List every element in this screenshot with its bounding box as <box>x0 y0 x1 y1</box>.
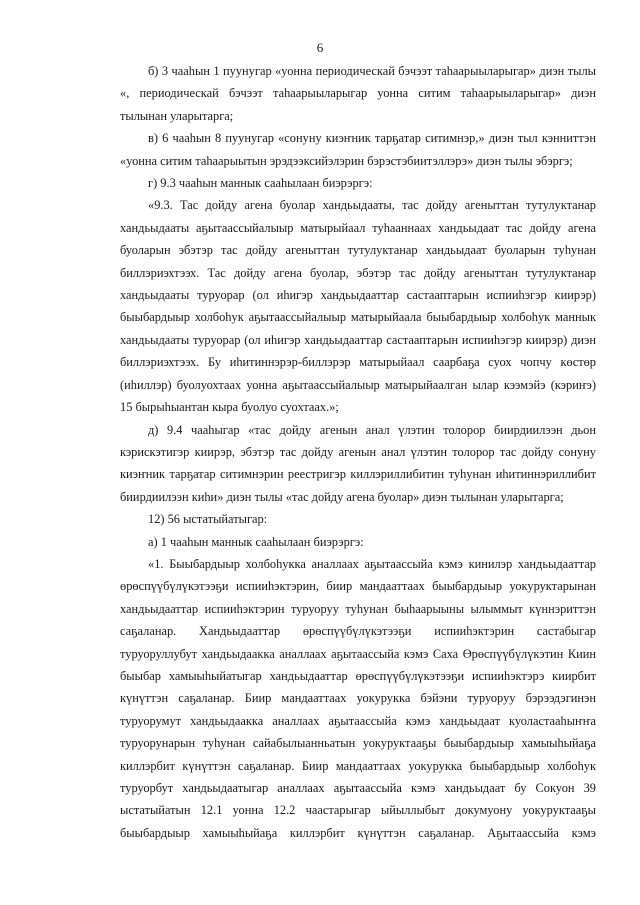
document-body <box>120 60 596 844</box>
paragraph-9-3: «9.3. Тас дойду агена буолар хандьыдааты, тас дойду агеныттан тутулуктанар хандьыдааты аҕытаассыйалыыр матырыйаал туһааннаах хандьыдаат тас дойду агена буоларын эбэтэр тас дойду агеныттан тутулуктанар хандьыдаат буоларын туһунан биллэриэхтээх. Тас дойду агена буолар, эбэтэр тас дойду агеныттан тутулуктанар хандьыдааты туруорар (ол иһигэр хандьыдааттар састааптарын испииһэгэр киирэр) быыбардыыр холбоһук аҕытаассыйалыыр матырыйаала быыбардыыр холбоһук маннык хандьыдааты туруорар (ол иһигэр хандьыдааттар састааптарын испииһэгэр киирэр) диэн биллэриэхтээх. Бу иһитиннэрэр-биллэрэр матырыйаал саарбаҕа суох чопчу көстөр (иһиллэр) буолуохтаах уонна аҕытаассыйалыыр матырыйаалган ылар кээмэйэ (кэриҥэ) 15 бырыһыантан кыра буолуо суохтаах.»; <box>120 198 596 415</box>
paragraph-12: 12) 56 ыстатыйатыгар: <box>148 512 268 527</box>
paragraph-d: д) 9.4 чааһыгар «тас дойду агенын анал үлэтин толорор биирдиилээн дьон кэрискэтигэр киирэр, эбэтэр тас дойду агенын анал үлэтин толорор тас дойду сонуну киэҥник тарҕатар ситимнэрин реестригэр киллэриллибитин туһунан иһитиннэриллибит биирдиилээн киһи» диэн тылы «тас дойду агена буолар» диэн тылынан уларытарга; <box>120 422 596 504</box>
paragraph-b: б) 3 чааһын 1 пуунугар «уонна периодическай бэчээт таһаарыыларыгар» диэн тылы «, периодическай бэчээт таһаарыыларыгар уонна ситим таһаарыыларыгар» диэн тылынан уларытарга; <box>120 64 596 123</box>
page-number: 6 <box>316 40 324 55</box>
paragraph-a: а) 1 чааһын маннык сааһылаан биэрэргэ: <box>148 534 364 549</box>
paragraph-item-1: «1. Быыбардыыр холбоһукка аналлаах аҕытаассыйа кэмэ кинилэр хандьыдааттар өрөспүүбүлүкэтээҕи испииһэктэрин, биир мандааттаах быыбардыыр уокуруктарынан хандьыдааттар испииһэктэрин туруоруу туһунан быһаарыыны ылыммыт күннэриттэн саҕаланар. Хандьыдааттар өрөспүүбүлүкэтээҕи испииһэктэрин састабыгар туруоруллубут хандьыдаакка аналлаах аҕытаассыйа кэмэ Саха Өрөспүүбүлүкэтин Киин быыбар хамыыһыйатыгар хандьыдааттар өрөспүүбүлүкэтээҕи испииһэктэрэ киирбит күнүттэн саҕаланар. Биир мандааттаах уокурукка бэйэни туруоруу бэрээдэгинэн туруорумут хандьыдаакка аналлаах аҕытаассыйа кэмэ хандьыдаат куоластааһыҥҥа туруорунарын туһунан сайабылыанньатын уокуруктааҕы быыбардыыр хамыыһыйаҕа киллэрбит күнүттэн саҕаланар. Биир мандааттаах уокурукка быыбардыыр холбоһук туруорбут хандьыдаатыгар аналлаах аҕытаассыйа кэмэ хандьыдаат бу Сокуон 39 ыстатыйатын 12.1 уонна 12.2 чаастарыгар ыйыллыбыт докумуону уокуруктааҕы быыбардыыр хамыыһыйаҕа киллэрбит күнүттэн саҕаланар. Аҕытаассыйа кэмэ <box>120 556 596 840</box>
paragraph-v: в) 6 чааһын 8 пуунугар «сонуну киэҥник тарҕатар ситимнэр,» диэн тыл кэнниттэн «уонна ситим таһаарыытын эрэдээксийэлэрин бэрэстэбиитэллэрэ» диэн тылы эбэргэ; <box>120 131 596 168</box>
paragraph-g: г) 9.3 чааһын маннык сааһылаан биэрэргэ: <box>148 176 373 191</box>
